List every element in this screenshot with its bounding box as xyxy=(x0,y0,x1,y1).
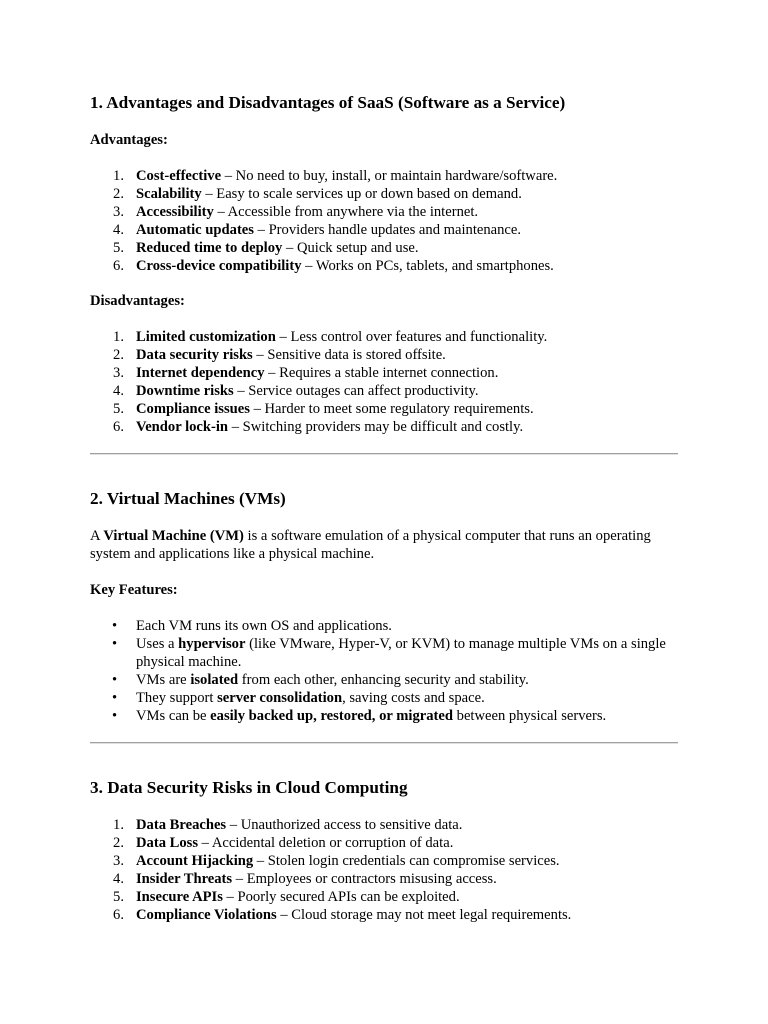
list-item xyxy=(90,671,680,689)
list-item xyxy=(90,870,680,888)
item-number: 5. xyxy=(113,240,124,256)
item-description: – Sensitive data is stored offsite. xyxy=(252,347,446,363)
item-term: Reduced time to deploy xyxy=(136,240,283,256)
item-term: Cross-device compatibility xyxy=(136,258,302,274)
item-text: They support xyxy=(136,690,218,706)
item-description: – Quick setup and use. xyxy=(282,240,419,256)
advantages-label: Advantages: xyxy=(90,132,168,148)
section-divider xyxy=(90,453,678,455)
list-item xyxy=(90,834,680,852)
list-item xyxy=(90,328,680,346)
item-term: hypervisor xyxy=(178,636,246,652)
item-description: – Switching providers may be difficult and costly. xyxy=(228,419,524,435)
item-text: VMs can be xyxy=(136,708,211,724)
advantages-list xyxy=(90,167,680,275)
item-text: VMs are xyxy=(136,672,191,688)
paragraph-term: Virtual Machine (VM) xyxy=(103,528,244,544)
item-number: 3. xyxy=(113,365,124,381)
item-term: Downtime risks xyxy=(136,383,234,399)
section-heading-security: 3. Data Security Risks in Cloud Computing xyxy=(90,778,408,797)
section-divider xyxy=(90,742,678,744)
list-item xyxy=(90,689,680,707)
item-description: – Accessible from anywhere via the internet. xyxy=(213,204,479,220)
item-term: Account Hijacking xyxy=(136,853,254,869)
item-description: – Easy to scale services up or down based on demand. xyxy=(201,186,522,202)
item-description: – No need to buy, install, or maintain hardware/software. xyxy=(221,168,558,184)
item-text: , saving costs and space. xyxy=(342,690,485,706)
item-term: Compliance issues xyxy=(136,401,250,417)
item-number: 6. xyxy=(113,258,124,274)
item-description: – Service outages can affect productivity. xyxy=(233,383,479,399)
item-description: – Employees or contractors misusing access. xyxy=(232,871,497,887)
item-description: – Works on PCs, tablets, and smartphones. xyxy=(301,258,554,274)
item-term: Internet dependency xyxy=(136,365,265,381)
security-risks-list xyxy=(90,816,680,924)
list-item xyxy=(90,167,680,185)
item-term: Limited customization xyxy=(136,329,276,345)
item-term: Vendor lock-in xyxy=(136,419,229,435)
list-item xyxy=(90,239,680,257)
item-term: isolated xyxy=(190,672,239,688)
list-item xyxy=(90,382,680,400)
item-term: Automatic updates xyxy=(136,222,254,238)
item-term: Data security risks xyxy=(136,347,253,363)
list-item xyxy=(90,635,680,671)
vm-definition-paragraph xyxy=(90,527,680,563)
list-item xyxy=(90,707,680,725)
item-description: – Providers handle updates and maintenance. xyxy=(253,222,522,238)
item-number: 2. xyxy=(113,835,124,851)
item-description: – Accidental deletion or corruption of data. xyxy=(198,835,454,851)
bullet-icon: • xyxy=(112,672,118,688)
item-term: Data Loss xyxy=(136,835,199,851)
bullet-icon: • xyxy=(112,618,118,634)
item-term: Scalability xyxy=(136,186,202,202)
item-description: – Requires a stable internet connection. xyxy=(264,365,499,381)
list-item xyxy=(90,203,680,221)
item-text: (like VMware, Hyper-V, or KVM) to manage multiple VMs on a single physical machine. xyxy=(136,636,666,670)
list-item xyxy=(90,400,680,418)
list-item xyxy=(90,888,680,906)
item-number: 6. xyxy=(113,419,124,435)
item-number: 6. xyxy=(113,907,124,923)
item-number: 2. xyxy=(113,347,124,363)
item-description: – Stolen login credentials can compromise services. xyxy=(253,853,560,869)
item-term: server consolidation xyxy=(217,690,343,706)
item-number: 4. xyxy=(113,871,124,887)
item-term: Insecure APIs xyxy=(136,889,223,905)
item-description: – Harder to meet some regulatory requirements. xyxy=(249,401,534,417)
paragraph-text: A xyxy=(90,528,104,544)
list-item xyxy=(90,816,680,834)
item-number: 2. xyxy=(113,186,124,202)
key-features-label: Key Features: xyxy=(90,582,178,598)
list-item xyxy=(90,221,680,239)
list-item xyxy=(90,364,680,382)
item-description: – Less control over features and functionality. xyxy=(275,329,548,345)
item-number: 4. xyxy=(113,383,124,399)
item-number: 5. xyxy=(113,889,124,905)
disadvantages-label: Disadvantages: xyxy=(90,293,185,309)
item-number: 1. xyxy=(113,168,124,184)
item-text: between physical servers. xyxy=(453,708,607,724)
list-item xyxy=(90,906,680,924)
item-number: 4. xyxy=(113,222,124,238)
bullet-icon: • xyxy=(112,636,118,652)
item-text: Each VM runs its own OS and applications. xyxy=(136,618,392,634)
disadvantages-list xyxy=(90,328,680,436)
item-term: easily backed up, restored, or migrated xyxy=(210,708,453,724)
item-term: Compliance Violations xyxy=(136,907,277,923)
item-number: 3. xyxy=(113,853,124,869)
item-number: 1. xyxy=(113,817,124,833)
section-heading-saas: 1. Advantages and Disadvantages of SaaS (Software as a Service) xyxy=(90,93,566,112)
bullet-icon: • xyxy=(112,708,118,724)
paragraph-text: is a software emulation of a physical computer that runs an operating system and applications like a physical machine. xyxy=(90,528,651,562)
list-item xyxy=(90,617,680,635)
item-description: – Poorly secured APIs can be exploited. xyxy=(222,889,460,905)
section-heading-vms: 2. Virtual Machines (VMs) xyxy=(90,489,286,508)
bullet-icon: • xyxy=(112,690,118,706)
item-number: 5. xyxy=(113,401,124,417)
list-item xyxy=(90,185,680,203)
item-term: Accessibility xyxy=(136,204,214,220)
item-number: 1. xyxy=(113,329,124,345)
item-term: Cost-effective xyxy=(136,168,222,184)
list-item xyxy=(90,257,680,275)
list-item xyxy=(90,852,680,870)
list-item xyxy=(90,346,680,364)
item-term: Insider Threats xyxy=(136,871,233,887)
item-text: Uses a xyxy=(136,636,179,652)
item-text: from each other, enhancing security and stability. xyxy=(238,672,529,688)
item-description: – Unauthorized access to sensitive data. xyxy=(226,817,463,833)
item-number: 3. xyxy=(113,204,124,220)
list-item xyxy=(90,418,680,436)
key-features-list xyxy=(90,617,680,725)
item-description: – Cloud storage may not meet legal requirements. xyxy=(276,907,572,923)
item-term: Data Breaches xyxy=(136,817,227,833)
